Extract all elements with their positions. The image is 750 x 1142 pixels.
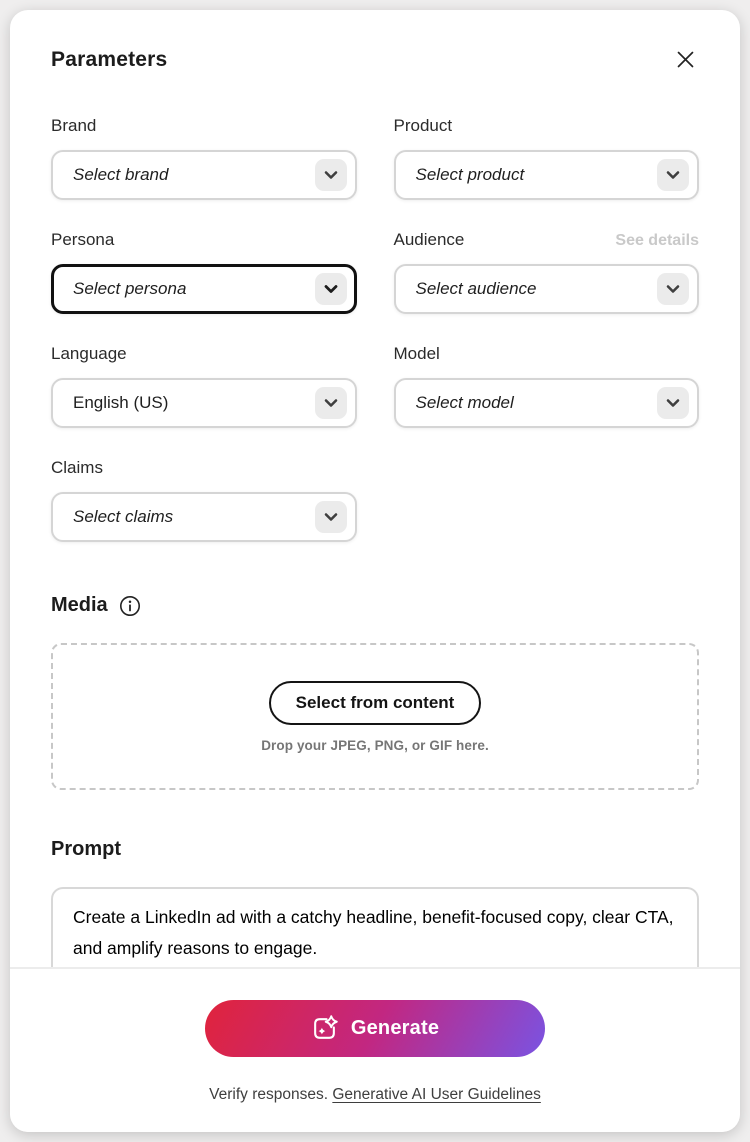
language-label: Language: [51, 344, 127, 363]
persona-select[interactable]: [51, 264, 357, 314]
model-select[interactable]: [394, 378, 700, 428]
panel-header: [51, 48, 699, 73]
close-button[interactable]: [672, 46, 699, 73]
persona-select-value: Select persona: [73, 279, 187, 298]
select-from-content-button[interactable]: Select from content: [269, 681, 482, 725]
field-product: [394, 116, 700, 200]
brand-label: Brand: [51, 116, 97, 135]
chevron-down-icon: [657, 273, 689, 305]
brand-select-value: Select brand: [73, 165, 169, 184]
chevron-down-icon: [315, 159, 347, 191]
field-claims: [51, 458, 357, 542]
product-select[interactable]: [394, 150, 700, 200]
verify-text: [10, 1086, 740, 1104]
field-language: [51, 344, 357, 428]
generate-button[interactable]: [205, 1000, 545, 1057]
product-label: Product: [393, 116, 453, 135]
chevron-down-icon: [315, 273, 347, 305]
drop-hint-text: Drop your JPEG, PNG, or GIF here.: [261, 737, 489, 753]
field-audience: [394, 230, 700, 314]
see-details-link[interactable]: See details: [615, 232, 699, 249]
panel-title: Parameters: [51, 48, 168, 71]
chevron-down-icon: [315, 501, 347, 533]
claims-label: Claims: [51, 458, 103, 477]
verify-text-prefix: Verify responses.: [209, 1086, 333, 1103]
audience-select-value: Select audience: [415, 279, 537, 298]
model-select-value: Select model: [415, 393, 514, 412]
guidelines-link[interactable]: Generative AI User Guidelines: [332, 1086, 541, 1103]
info-icon[interactable]: [119, 595, 141, 617]
brand-select[interactable]: [51, 150, 357, 200]
chevron-down-icon: [657, 159, 689, 191]
language-select[interactable]: [51, 378, 357, 428]
audience-select[interactable]: [394, 264, 700, 314]
chevron-down-icon: [657, 387, 689, 419]
media-section-header: [51, 594, 699, 617]
claims-select-value: Select claims: [73, 507, 174, 526]
generate-button-label: Generate: [350, 1017, 440, 1039]
field-model: [394, 344, 700, 428]
model-label: Model: [393, 344, 440, 363]
close-icon: [674, 48, 697, 71]
field-persona: [51, 230, 357, 314]
claims-select[interactable]: [51, 492, 357, 542]
panel-footer: [10, 967, 740, 1132]
media-dropzone[interactable]: [51, 643, 699, 790]
prompt-heading: Prompt: [51, 838, 121, 860]
field-brand: [51, 116, 357, 200]
chevron-down-icon: [315, 387, 347, 419]
persona-label: Persona: [51, 230, 115, 249]
parameters-panel: [10, 10, 740, 1132]
prompt-section-header: [51, 838, 699, 861]
language-select-value: English (US): [73, 393, 169, 412]
media-heading: Media: [51, 594, 108, 616]
generate-sparkle-icon: [311, 1015, 338, 1042]
product-select-value: Select product: [415, 165, 525, 184]
audience-label: Audience: [393, 230, 465, 249]
prompt-input[interactable]: Create a LinkedIn ad with a catchy headline, benefit-focused copy, clear CTA, and amplify reasons to engage.: [51, 887, 699, 1017]
parameters-form: [51, 116, 699, 542]
